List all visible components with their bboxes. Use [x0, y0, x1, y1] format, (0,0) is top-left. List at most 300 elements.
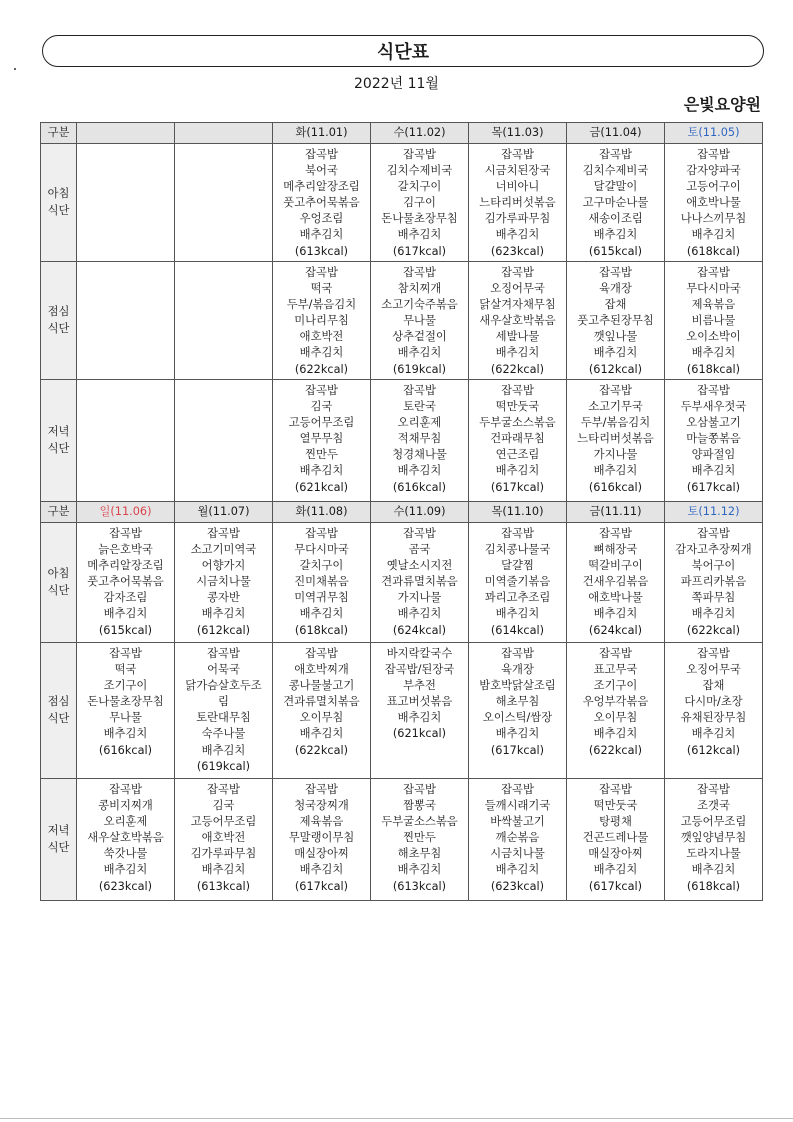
dish-item: 배추김치 [201, 863, 246, 877]
dish-item: 돈나물초장무침 [381, 212, 458, 226]
dish-item: 밤호박닭살조림 [479, 679, 556, 693]
dish-item: 마늘쫑볶음 [686, 432, 741, 446]
dish-item: 배추김치 [103, 607, 148, 621]
dish-item: 새송이조림 [588, 212, 643, 226]
dish-item: (623kcal) [490, 244, 545, 258]
menu-cell-lunch [77, 643, 175, 779]
dish-item: 파프리카볶음 [680, 575, 747, 589]
dish-item: (614kcal) [490, 623, 545, 637]
dish-item: 무다시마국 [294, 543, 349, 557]
dish-item: 오삼불고기 [686, 416, 741, 430]
dish-item: 김치콩나물국 [484, 543, 551, 557]
dish-item: 건파래무침 [490, 432, 545, 446]
menu-cell-dinner [371, 380, 469, 502]
week-header-row [41, 123, 763, 144]
dish-item: (613kcal) [196, 879, 251, 893]
dish-item: 소고기무국 [588, 400, 643, 414]
dish-item: 배추김치 [593, 228, 638, 242]
dish-item: 잡곡밥 [501, 783, 534, 796]
dish-item: 떡국 [310, 282, 333, 296]
dish-item: 잡곡밥 [501, 148, 534, 161]
dish-item: 김국 [212, 799, 235, 813]
menu-table [40, 122, 763, 901]
menu-cell-breakfast [77, 523, 175, 643]
dish-item: 잡곡밥 [403, 783, 436, 796]
breakfast-label [41, 144, 77, 262]
dish-item: (622kcal) [294, 743, 349, 757]
week-header-row [41, 502, 763, 523]
dish-item: 잡곡밥 [305, 783, 338, 796]
dish-item: 건새우김볶음 [582, 575, 649, 589]
dish-item: (617kcal) [392, 244, 447, 258]
menu-cell-lunch [371, 262, 469, 380]
dish-item: 잡곡밥 [403, 266, 436, 279]
dish-item: (617kcal) [490, 480, 545, 494]
dish-item: 조기구이 [103, 679, 148, 693]
dish-item: 잡곡밥 [109, 527, 142, 540]
dish-item: 토란국 [403, 400, 436, 414]
dish-item: 배추김치 [299, 346, 344, 360]
dish-item: 감자고추장찌개 [675, 543, 752, 557]
dish-item: 김구이 [403, 196, 436, 210]
dish-item: 배추김치 [103, 863, 148, 877]
dish-item: 청경채나물 [392, 448, 447, 462]
menu-cell-lunch [273, 643, 371, 779]
menu-cell-lunch [175, 643, 273, 779]
dinner-label [41, 380, 77, 502]
dish-item: 고등어무조림 [680, 815, 747, 829]
dish-item: 깻잎나물 [593, 330, 638, 344]
dish-item: 무말랭이무침 [288, 831, 355, 845]
day-header [175, 123, 273, 144]
dish-item: 미역줄기볶음 [484, 575, 551, 589]
day-header: 금(11.04) [567, 123, 665, 144]
meal-label-line: 식단 [47, 203, 70, 217]
dinner-row [41, 779, 763, 901]
dish-item: 잡곡밥 [599, 783, 632, 796]
dish-item: (615kcal) [588, 244, 643, 258]
dish-item: 배추김치 [397, 464, 442, 478]
dish-item: 김치수제비국 [582, 164, 649, 178]
dish-item: 고등어구이 [686, 180, 741, 194]
dish-item: 잡곡밥 [305, 266, 338, 279]
dish-item: 풋고추어묵볶음 [283, 196, 360, 210]
dish-item: 떡만둣국 [593, 799, 638, 813]
dish-item: 애호박나물 [686, 196, 741, 210]
dish-item: 잡곡밥 [207, 647, 240, 660]
dish-item: 감자조림 [103, 591, 148, 605]
dish-item: 잡곡밥 [599, 527, 632, 540]
dish-item: 꽈리고추조림 [484, 591, 551, 605]
dish-item: 배추김치 [691, 464, 736, 478]
menu-cell-lunch [567, 643, 665, 779]
dish-item: 열무무침 [299, 432, 344, 446]
lunch-row [41, 643, 763, 779]
menu-cell-dinner [77, 380, 175, 502]
dish-item: 잡곡밥 [109, 647, 142, 660]
dish-item: (624kcal) [588, 623, 643, 637]
dish-item: 조기구이 [593, 679, 638, 693]
menu-cell-lunch [77, 262, 175, 380]
breakfast-row [41, 523, 763, 643]
dish-item: 잡곡밥 [697, 384, 730, 397]
day-header: 목(11.10) [469, 502, 567, 523]
dish-item: 육개장 [599, 282, 632, 296]
dish-item: (615kcal) [98, 623, 153, 637]
dish-item: 배추김치 [397, 228, 442, 242]
dish-item: 연근조림 [495, 448, 540, 462]
dish-item: 배추김치 [593, 863, 638, 877]
dish-item: 배추김치 [397, 863, 442, 877]
dish-item: 잡곡밥 [207, 527, 240, 540]
page-title: 식단표 [376, 42, 430, 63]
month-subtitle: 2022년 11월 [354, 76, 439, 92]
dish-item: 김가루파무침 [190, 847, 257, 861]
dish-item: 잡곡밥 [599, 647, 632, 660]
dish-item: 돈나물초장무침 [87, 695, 164, 709]
meal-label-line: 점심 [47, 305, 70, 319]
dish-item: (617kcal) [686, 480, 741, 494]
dish-item: (612kcal) [686, 743, 741, 757]
dish-item: 배추김치 [299, 863, 344, 877]
dish-item: 찐만두 [305, 448, 338, 462]
dish-item: 배추김치 [691, 607, 736, 621]
dish-item: 배추김치 [593, 607, 638, 621]
dish-item: 배추김치 [397, 346, 442, 360]
breakfast-row [41, 144, 763, 262]
dish-item: 애호박전 [299, 330, 344, 344]
dish-item: (623kcal) [490, 879, 545, 893]
meal-label-line: 저녁 [47, 425, 70, 439]
menu-cell-dinner [175, 779, 273, 901]
dish-item: 탕평채 [599, 815, 632, 829]
dish-item: 림 [218, 695, 229, 709]
dish-item: (621kcal) [294, 480, 349, 494]
dish-item: 찐만두 [403, 831, 436, 845]
dish-item: 토란대무침 [196, 711, 251, 725]
dish-item: (616kcal) [98, 743, 153, 757]
dish-item: 해초무침 [397, 847, 442, 861]
dish-item: 잡채 [604, 298, 627, 312]
day-header [77, 123, 175, 144]
dish-item: 닭가슴살호두조 [185, 679, 262, 693]
dish-item: 쪽파무침 [691, 591, 736, 605]
dinner-label [41, 779, 77, 901]
dish-item: 콩자반 [207, 591, 240, 605]
menu-cell-dinner [469, 779, 567, 901]
dish-item: 도라지나물 [686, 847, 741, 861]
dish-item: (619kcal) [196, 759, 251, 773]
meal-label-line: 식단 [47, 840, 70, 854]
dish-item: 육개장 [501, 663, 534, 677]
dish-item: 우엉조림 [299, 212, 344, 226]
dish-item: 배추김치 [691, 863, 736, 877]
dish-item: 무다시마국 [686, 282, 741, 296]
dish-item: 참치찌개 [397, 282, 442, 296]
menu-cell-breakfast [469, 144, 567, 262]
dish-item: 잡곡밥 [501, 647, 534, 660]
day-header: 토(11.05) [665, 123, 763, 144]
dish-item: 메추리알장조림 [283, 180, 360, 194]
menu-cell-breakfast [175, 144, 273, 262]
dish-item: 배추김치 [201, 743, 246, 757]
menu-cell-breakfast [273, 523, 371, 643]
dish-item: 미나리무침 [294, 314, 349, 328]
menu-cell-breakfast [371, 523, 469, 643]
dish-item: 애호박전 [201, 831, 246, 845]
scan-speck [14, 68, 16, 70]
dish-item: (617kcal) [294, 879, 349, 893]
dish-item: (612kcal) [196, 623, 251, 637]
dish-item: 들깨시래기국 [484, 799, 551, 813]
dish-item: (623kcal) [98, 879, 153, 893]
dish-item: 배추김치 [593, 727, 638, 741]
dish-item: 달걀찜 [501, 559, 534, 573]
dish-item: 견과류멸치볶음 [381, 575, 458, 589]
dish-item: 어묵국 [207, 663, 240, 677]
menu-cell-breakfast [665, 144, 763, 262]
dish-item: (613kcal) [392, 879, 447, 893]
dish-item: 새우살호박볶음 [479, 314, 556, 328]
dish-item: 배추김치 [103, 727, 148, 741]
dish-item: (617kcal) [490, 743, 545, 757]
dish-item: 소고기숙주볶음 [381, 298, 458, 312]
dish-item: 김치수제비국 [386, 164, 453, 178]
dish-item: 느타리버섯볶음 [479, 196, 556, 210]
dish-item: 오이소박이 [686, 330, 741, 344]
dish-item: 조갯국 [697, 799, 730, 813]
dish-item: 오이무침 [593, 711, 638, 725]
dish-item: 잡곡밥 [697, 783, 730, 796]
dish-item: 배추김치 [299, 464, 344, 478]
dish-item: 적채무침 [397, 432, 442, 446]
dish-item: (613kcal) [294, 244, 349, 258]
dish-item: 제육볶음 [299, 815, 344, 829]
dish-item: 양파절임 [691, 448, 736, 462]
dish-item: 배추김치 [593, 346, 638, 360]
dish-item: 배추김치 [397, 607, 442, 621]
dish-item: 잡곡밥 [403, 148, 436, 161]
menu-cell-breakfast [469, 523, 567, 643]
dish-item: 표고무국 [593, 663, 638, 677]
dish-item: 소고기미역국 [190, 543, 257, 557]
dish-item: 배추김치 [299, 228, 344, 242]
menu-cell-dinner [273, 380, 371, 502]
menu-cell-breakfast [175, 523, 273, 643]
dish-item: 곰국 [408, 543, 431, 557]
dish-item: 잡곡밥 [501, 266, 534, 279]
dish-item: 시금치된장국 [484, 164, 551, 178]
dish-item: 잡곡밥 [599, 148, 632, 161]
dish-item: 고등어무조림 [190, 815, 257, 829]
dish-item: 시금치나물 [196, 575, 251, 589]
dish-item: (622kcal) [490, 362, 545, 376]
dish-item: 무나물 [403, 314, 436, 328]
dish-item: (617kcal) [588, 879, 643, 893]
menu-cell-dinner [371, 779, 469, 901]
dish-item: 무나물 [109, 711, 142, 725]
dish-item: 잡채 [702, 679, 725, 693]
dish-item: 오리훈제 [397, 416, 442, 430]
dish-item: 가지나물 [397, 591, 442, 605]
dish-item: 새우살호박볶음 [87, 831, 164, 845]
day-header: 화(11.01) [273, 123, 371, 144]
dish-item: 미역귀무침 [294, 591, 349, 605]
day-header: 월(11.07) [175, 502, 273, 523]
dish-item: 제육볶음 [691, 298, 736, 312]
menu-cell-breakfast [371, 144, 469, 262]
dish-item: 떡국 [114, 663, 137, 677]
dish-item: 나나스끼무침 [680, 212, 747, 226]
dish-item: 잡곡밥 [305, 647, 338, 660]
dish-item: 뼈해장국 [593, 543, 638, 557]
dish-item: 배추김치 [495, 464, 540, 478]
menu-cell-lunch [175, 262, 273, 380]
dish-item: 너비아니 [495, 180, 540, 194]
meal-label-line: 아침 [47, 187, 70, 201]
dish-item: 메추리알장조림 [87, 559, 164, 573]
dish-item: 배추김치 [495, 863, 540, 877]
menu-cell-lunch [665, 643, 763, 779]
dish-item: 두부새우젓국 [680, 400, 747, 414]
dish-item: 잡곡밥 [305, 384, 338, 397]
meal-label-line: 점심 [47, 695, 70, 709]
dish-item: 잡곡밥 [501, 527, 534, 540]
dish-item: 옛날소시지전 [386, 559, 453, 573]
dish-item: 고등어무조림 [288, 416, 355, 430]
day-header: 수(11.09) [371, 502, 469, 523]
dish-item: 잡곡밥 [697, 148, 730, 161]
menu-cell-lunch [371, 643, 469, 779]
menu-cell-breakfast [567, 523, 665, 643]
dish-item: (622kcal) [686, 623, 741, 637]
menu-cell-dinner [175, 380, 273, 502]
dish-item: 북어구이 [691, 559, 736, 573]
menu-cell-lunch [469, 643, 567, 779]
dish-item: 오징어무국 [490, 282, 545, 296]
dish-item: 배추김치 [201, 607, 246, 621]
dish-item: 깨순볶음 [495, 831, 540, 845]
menu-cell-breakfast [567, 144, 665, 262]
menu-cell-lunch [567, 262, 665, 380]
dish-item: 어향가지 [201, 559, 246, 573]
menu-cell-breakfast [77, 144, 175, 262]
header-label: 구분 [41, 502, 77, 523]
dish-item: 배추김치 [299, 607, 344, 621]
dish-item: 오리훈제 [103, 815, 148, 829]
dish-item: 감자양파국 [686, 164, 741, 178]
page-title-box [42, 35, 764, 67]
dish-item: (616kcal) [588, 480, 643, 494]
day-header: 일(11.06) [77, 502, 175, 523]
dish-item: 고구마순나물 [582, 196, 649, 210]
menu-cell-breakfast [665, 523, 763, 643]
dish-item: 배추김치 [691, 346, 736, 360]
dish-item: (618kcal) [686, 362, 741, 376]
dish-item: 김국 [310, 400, 333, 414]
meal-label-line: 식단 [47, 583, 70, 597]
dish-item: (618kcal) [686, 879, 741, 893]
dish-item: 가지나물 [593, 448, 638, 462]
day-header: 토(11.12) [665, 502, 763, 523]
dish-item: 배추김치 [495, 607, 540, 621]
dish-item: 늙은호박국 [98, 543, 153, 557]
dish-item: 잡곡밥 [305, 527, 338, 540]
dish-item: 바싹불고기 [490, 815, 545, 829]
day-header: 금(11.11) [567, 502, 665, 523]
dish-item: (621kcal) [392, 727, 447, 741]
dish-item: 깻잎양념무침 [680, 831, 747, 845]
dish-item: 잡곡밥 [697, 647, 730, 660]
dish-item: 콩비지찌개 [98, 799, 153, 813]
day-header: 수(11.02) [371, 123, 469, 144]
dish-item: 바지락칼국수 [386, 647, 453, 660]
menu-cell-dinner [469, 380, 567, 502]
day-header: 화(11.08) [273, 502, 371, 523]
dish-item: 표고버섯볶음 [386, 695, 453, 709]
menu-cell-breakfast [273, 144, 371, 262]
dish-item: 배추김치 [691, 228, 736, 242]
menu-cell-lunch [665, 262, 763, 380]
dish-item: 상추겉절이 [392, 330, 447, 344]
dish-item: (612kcal) [588, 362, 643, 376]
meal-label-line: 저녁 [47, 824, 70, 838]
dish-item: (624kcal) [392, 623, 447, 637]
dish-item: 잡곡밥 [697, 527, 730, 540]
dish-item: 잡곡밥 [109, 783, 142, 796]
dish-item: (619kcal) [392, 362, 447, 376]
menu-cell-dinner [273, 779, 371, 901]
breakfast-label [41, 523, 77, 643]
dish-item: (622kcal) [588, 743, 643, 757]
dish-item: 잡곡밥 [207, 783, 240, 796]
menu-cell-dinner [665, 779, 763, 901]
meal-label-line: 식단 [47, 441, 70, 455]
menu-cell-dinner [665, 380, 763, 502]
meal-label-line: 아침 [47, 567, 70, 581]
dish-item: 잡곡밥/된장국 [384, 663, 455, 677]
dish-item: 배추김치 [495, 346, 540, 360]
dish-item: 달걀말이 [593, 180, 638, 194]
bottom-rule [0, 1118, 793, 1119]
menu-cell-dinner [567, 380, 665, 502]
dish-item: 배추김치 [691, 727, 736, 741]
dish-item: 두부굴소스볶음 [381, 815, 458, 829]
dish-item: 건곤드레나물 [582, 831, 649, 845]
dish-item: 배추김치 [495, 727, 540, 741]
dish-item: 배추김치 [593, 464, 638, 478]
dish-item: 콩나물불고기 [288, 679, 355, 693]
meal-label-line: 식단 [47, 321, 70, 335]
dish-item: 애호박찌개 [294, 663, 349, 677]
lunch-label [41, 262, 77, 380]
dish-item: (618kcal) [686, 244, 741, 258]
dish-item: 견과류멸치볶음 [283, 695, 360, 709]
dish-item: 두부/볶음김치 [286, 298, 357, 312]
dish-item: 부추전 [403, 679, 436, 693]
dish-item: 떡만둣국 [495, 400, 540, 414]
dish-item: 잡곡밥 [697, 266, 730, 279]
dish-item: 숙주나물 [201, 727, 246, 741]
dish-item: 쑥갓나물 [103, 847, 148, 861]
dish-item: 해초무침 [495, 695, 540, 709]
dish-item: 매실장아찌 [294, 847, 349, 861]
meal-label-line: 식단 [47, 711, 70, 725]
menu-cell-lunch [469, 262, 567, 380]
dish-item: 풋고추어묵볶음 [87, 575, 164, 589]
header-label: 구분 [41, 123, 77, 144]
dish-item: 배추김치 [397, 711, 442, 725]
